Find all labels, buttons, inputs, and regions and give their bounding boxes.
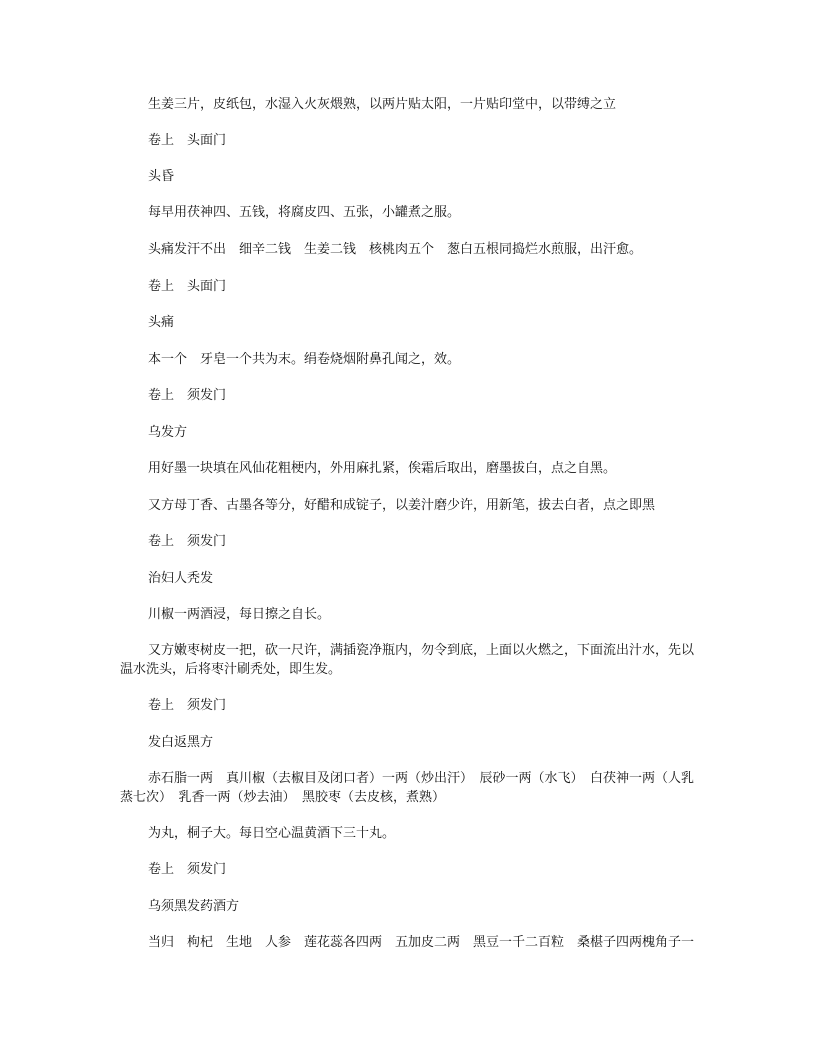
paragraph-wine-ingredients: 当归 枸杞 生地 人参 莲花蕊各四两 五加皮二两 黑豆一千二百粒 桑椹子四两槐角子一	[148, 935, 695, 950]
paragraph-headache-sweat-remedy: 头痛发汗不出 细辛二钱 生姜二钱 核桃肉五个 葱白五根同捣烂水煎服，出汗愈。	[148, 242, 643, 257]
paragraph-clove-ink-remedy: 又方母丁香、古墨各等分，好醋和成锭子，以姜汁磨少许，用新笔，拔去白者，点之即黑	[148, 498, 656, 513]
section-heading-hair-beard: 卷上 须发门	[148, 388, 227, 403]
paragraph-pill-instructions: 为丸，桐子大。每日空心温黄酒下三十丸。	[148, 826, 396, 841]
section-heading-hair-beard: 卷上 须发门	[148, 534, 227, 549]
topic-heading-dizziness: 头昏	[148, 169, 175, 184]
paragraph-pepper-remedy: 川椒一两酒浸，每日擦之自长。	[148, 607, 331, 622]
section-heading-head-face: 卷上 头面门	[148, 133, 227, 148]
paragraph-ginger-remedy: 生姜三片，皮纸包，水湿入火灰煨熟，以两片贴太阳，一片贴印堂中，以带缚之立	[148, 97, 617, 112]
paragraph-dizziness-remedy: 每早用茯神四、五钱，将腐皮四、五张，小罐煮之服。	[148, 205, 461, 220]
topic-heading-white-to-black: 发白返黑方	[148, 735, 214, 750]
paragraph-headache-remedy: 本一个 牙皂一个共为末。绢卷烧烟附鼻孔闻之，效。	[148, 352, 461, 367]
section-heading-hair-beard: 卷上 须发门	[148, 862, 227, 877]
section-heading-hair-beard: 卷上 须发门	[148, 698, 227, 713]
topic-heading-medicinal-wine: 乌须黑发药酒方	[148, 899, 240, 914]
topic-heading-black-hair: 乌发方	[148, 425, 188, 440]
topic-heading-headache: 头痛	[148, 315, 175, 330]
topic-heading-bald-women: 治妇人秃发	[148, 571, 214, 586]
paragraph-ingredients-list: 赤石脂一两 真川椒（去椒目及闭口者）一两（炒出汗） 辰砂一两（水飞） 白茯神一两（人乳蒸七次） 乳香一两（炒去油） 黑胶枣（去皮核，煮熟）	[120, 771, 695, 805]
paragraph-ink-remedy: 用好墨一块填在风仙花粗梗内，外用麻扎紧，俟霜后取出，磨墨拔白，点之自黑。	[148, 461, 617, 476]
paragraph-jujube-bark-remedy: 又方嫩枣树皮一把，砍一尺许，满插瓷净瓶内，勿令到底，上面以火燃之，下面流出汁水，先以温水洗头，后将枣汁刷秃处，即生发。	[120, 643, 695, 677]
section-heading-head-face: 卷上 头面门	[148, 279, 227, 294]
